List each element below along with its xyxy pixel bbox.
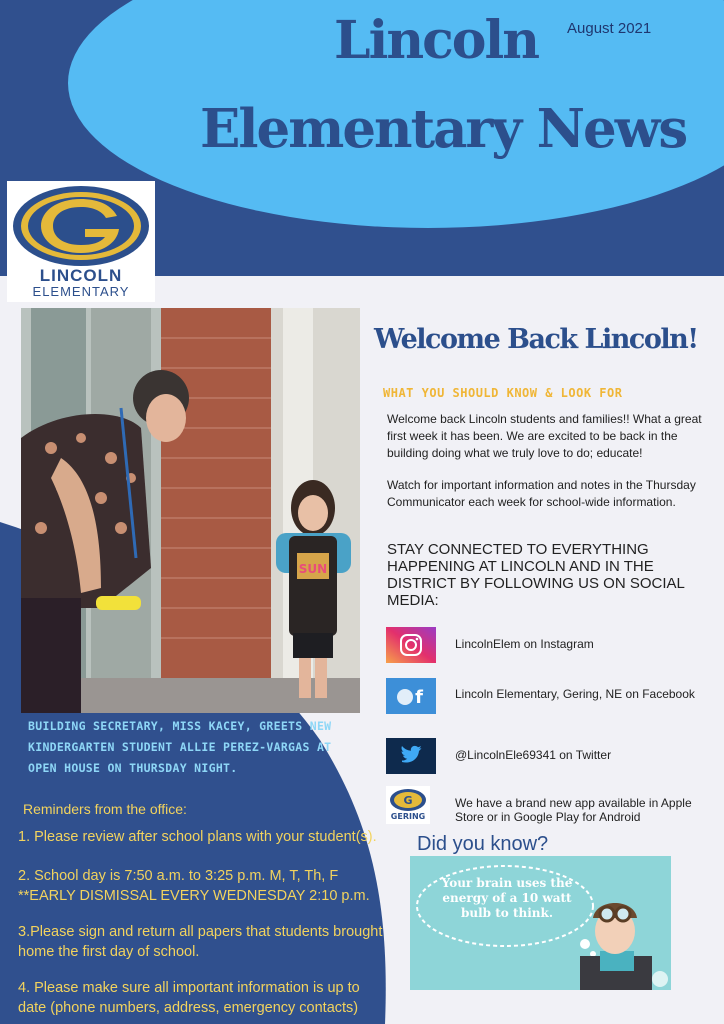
welcome-paragraph: Welcome back Lincoln students and families!! What a great first week it has been. We are excited to be back in the building doing what we truly love to do; educate! bbox=[387, 412, 702, 460]
logo-school-sub: ELEMENTARY bbox=[32, 284, 130, 299]
app-text[interactable]: We have a brand new app available in Apple Store or in Google Play for Android bbox=[455, 796, 692, 824]
reminder-item-4: 4. Please make sure all important information is up to date (phone numbers, address, emergency contacts) bbox=[18, 980, 360, 1016]
facebook-text[interactable]: Lincoln Elementary, Gering, NE on Facebook bbox=[455, 687, 695, 701]
svg-text:f: f bbox=[415, 687, 423, 708]
child-shirt-text: SUN bbox=[298, 562, 328, 576]
stay-connected-heading: STAY CONNECTED TO EVERYTHING HAPPENING AT LINCOLN AND IN THE DISTRICT BY FOLLOWING US ON SOCIAL MEDIA: bbox=[387, 541, 685, 609]
facebook-icon[interactable] bbox=[386, 678, 436, 714]
school-logo bbox=[7, 181, 155, 302]
instagram-text[interactable]: LincolnElem on Instagram bbox=[455, 637, 594, 651]
photo-caption: BUILDING SECRETARY, MISS KACEY, GREETS NEW KINDERGARTEN STUDENT ALLIE PEREZ-VARGAS AT OPEN HOUSE ON THURSDAY NIGHT. bbox=[28, 719, 332, 775]
gering-app-label: GERING bbox=[390, 812, 426, 821]
reminder-item-2: 2. School day is 7:50 a.m. to 3:25 p.m. M, T, Th, F **EARLY DISMISSAL EVERY WEDNESDAY 2:10 p.m. bbox=[18, 868, 370, 904]
brain-fact-image bbox=[410, 856, 671, 990]
reminders-title: Reminders from the office: bbox=[23, 801, 187, 817]
communicator-paragraph: Watch for important information and notes in the Thursday Communicator each week for school-wide information. bbox=[387, 478, 696, 509]
reminder-item-3: 3.Please sign and return all papers that students brought home the first day of school. bbox=[18, 924, 383, 960]
newsletter-title-line2: Elementary News bbox=[200, 98, 687, 160]
gering-app-icon[interactable] bbox=[386, 786, 430, 824]
know-heading: WHAT YOU SHOULD KNOW & LOOK FOR bbox=[383, 386, 623, 400]
issue-date: August 2021 bbox=[567, 20, 652, 37]
reminder-item-1: 1. Please review after school plans with your student(s). bbox=[18, 829, 377, 845]
did-you-know-heading: Did you know? bbox=[417, 833, 549, 855]
open-house-photo bbox=[21, 308, 360, 713]
logo-school-name: LINCOLN bbox=[39, 266, 123, 285]
brain-fact-text: Your brain uses the energy of a 10 watt bulb to think. bbox=[441, 876, 573, 920]
twitter-icon[interactable] bbox=[386, 738, 436, 774]
svg-text:G: G bbox=[403, 794, 413, 807]
newsletter-title-line1: Lincoln bbox=[334, 10, 539, 71]
twitter-text[interactable]: @LincolnEle69341 on Twitter bbox=[455, 748, 612, 762]
instagram-icon[interactable] bbox=[386, 627, 436, 663]
welcome-heading: Welcome Back Lincoln! bbox=[374, 324, 698, 355]
